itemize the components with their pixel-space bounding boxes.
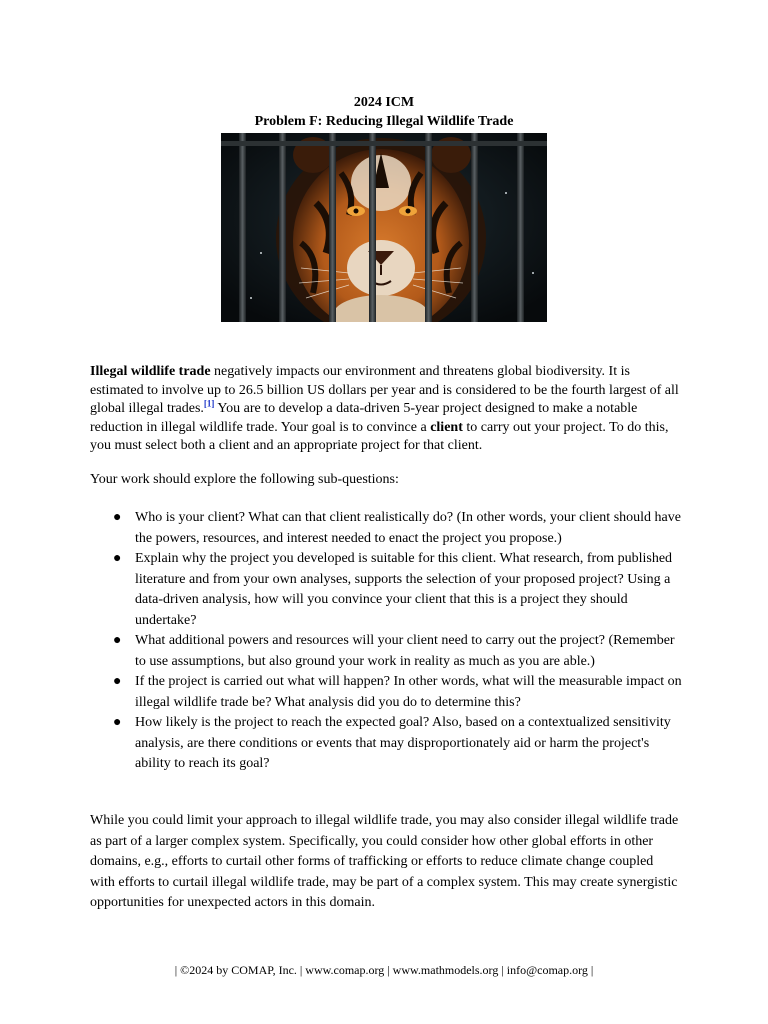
intro-text-b: You are to develop a data-driven 5-year project designed to make a notable reduction in illegal wildlife trade. Your goal is to convince a xyxy=(90,401,638,435)
list-item-text: Who is your client? What can that client realistically do? (In other words, your client should have the powers, resources, and interest needed to enact the project you propose.) xyxy=(135,510,681,546)
list-item-text: How likely is the project to reach the expected goal? Also, based on a contextualized sensitivity analysis, are there conditions or events that may disproportionately aid or harm the project's ability to reach its goal? xyxy=(135,715,671,771)
bullet-icon: ● xyxy=(113,715,122,730)
intro-bold-lead: Illegal wildlife trade xyxy=(90,364,211,379)
subquestion-list xyxy=(110,508,685,775)
list-item-text: Explain why the project you developed is suitable for this client. What research, from published literature and from your own analyses, supports the selection of your proposed project? Using a data-driven analysis, how will you convince your client that this is a project they should undertake? xyxy=(135,551,673,628)
list-item-text: What additional powers and resources will your client need to carry out the project? (Remember to use assumptions, but also ground your work in reality as much as you are able.) xyxy=(135,633,675,669)
bullet-icon: ● xyxy=(113,633,122,648)
problem-title: Problem F: Reducing Illegal Wildlife Trade xyxy=(254,114,514,129)
contest-title: 2024 ICM xyxy=(353,95,415,110)
list-item xyxy=(110,672,685,713)
list-item xyxy=(110,713,685,775)
intro-bold-client: client xyxy=(430,419,463,435)
bullet-icon: ● xyxy=(113,674,122,689)
closing-paragraph: While you could limit your approach to illegal wildlife trade, you may also consider illegal wildlife trade as part of a larger complex system. Specifically, you could consider how other global efforts in other domains, e.g., efforts to curtail other forms of trafficking or efforts to reduce climate change coupled with efforts to curtail illegal wildlife trade, may be part of a complex system. This may create synergistic opportunities for unexpected actors in this domain. xyxy=(90,813,679,910)
subquestions-intro: Your work should explore the following sub-questions: xyxy=(90,472,399,487)
tiger-behind-bars-photo xyxy=(221,133,547,322)
page-footer: | ©2024 by COMAP, Inc. | www.comap.org | www.mathmodels.org | info@comap.org | xyxy=(174,963,594,977)
intro-text-c: to carry out your project. To do this, you must select both a client and an appropriate project for that client. xyxy=(90,419,669,453)
intro-text-a: negatively impacts our environment and threatens global biodiversity. It is estimated to involve up to 26.5 billion US dollars per year and is considered to be the fourth largest of all global illegal trades. xyxy=(90,364,679,416)
bullet-icon: ● xyxy=(113,551,122,566)
reference-link[interactable]: [1] xyxy=(203,398,215,409)
list-item xyxy=(110,508,685,549)
list-item-text: If the project is carried out what will happen? In other words, what will the measurable impact on illegal wildlife trade be? What analysis did you do to determine this? xyxy=(135,674,682,710)
intro-paragraph xyxy=(90,363,680,456)
list-item xyxy=(110,631,685,672)
list-item xyxy=(110,549,685,631)
bullet-icon: ● xyxy=(113,510,122,525)
